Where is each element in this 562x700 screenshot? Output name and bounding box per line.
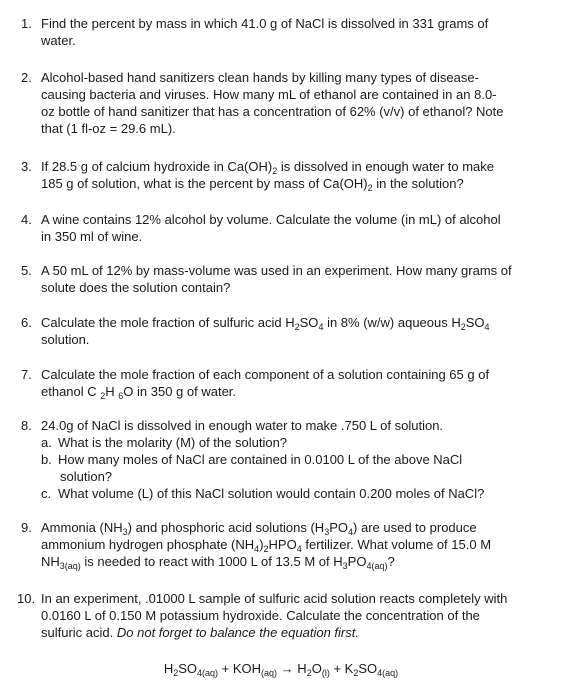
sub-questions — [41, 434, 546, 502]
text-line: ethanol C $_2$H $_6$O in 350 g of water. — [41, 384, 237, 401]
text-line: If 28.5 g of calcium hydroxide in $Ca(OH)_2$ is dissolved in enough water to make — [41, 159, 495, 176]
text-line: ammonium hydrogen phosphate $(NH_4)_2HPO_4$ fertilizer. What volume of 15.0 M — [41, 537, 492, 554]
question-number: 1. — [21, 16, 32, 31]
question-number: 6. — [21, 315, 32, 330]
question-number: 4. — [21, 212, 32, 227]
text-line: Alcohol-based hand sanitizers clean hands by killing many types of disease- — [41, 70, 479, 85]
question-number: 3. — [21, 159, 32, 174]
text-line: 24.0g of NaCl is dissolved in enough water to make .750 L of solution. — [41, 418, 444, 433]
text-line: in 350 ml of wine. — [41, 229, 143, 244]
question-text — [41, 366, 546, 400]
sub-question-b: b. How many moles of NaCl are contained in 0.0100 L of the above NaCl solution? — [41, 452, 463, 484]
text-line: In an experiment, .01000 L sample of sulfuric acid solution reacts completely with — [41, 591, 508, 606]
sub-question-c: c. What volume (L) of this NaCl solution would contain 0.200 moles of NaCl? — [41, 486, 485, 501]
question-number: 9. — [21, 520, 32, 535]
question-number: 7. — [21, 367, 32, 382]
question-text — [41, 417, 546, 434]
instruction-italic: Do not forget to balance the equation first. — [116, 625, 359, 640]
text-line: solution. — [41, 332, 90, 347]
question-text — [41, 262, 546, 296]
question-number: 10. — [17, 591, 36, 606]
text-line: Ammonia $(NH_3)$ and phosphoric acid solutions $(H_3PO_4)$ are used to produce — [41, 520, 477, 537]
text-line: solute does the solution contain? — [41, 280, 231, 295]
text-line: water. — [41, 33, 76, 48]
question-text — [41, 158, 546, 192]
text-line: oz bottle of hand sanitizer that has a concentration of 62% (v/v) of ethanol? Note — [41, 104, 504, 119]
text-line: A wine contains 12% alcohol by volume. Calculate the volume (in mL) of alcohol — [41, 212, 501, 227]
text-line: 185 g of solution, what is the percent by mass of $Ca(OH)_2$ in the solution? — [41, 176, 464, 193]
question-number: 8. — [21, 418, 32, 433]
question-text — [41, 519, 546, 570]
question-text — [41, 69, 546, 137]
question-number: 2. — [21, 70, 32, 85]
text-line: 0.0160 L of 0.150 M potassium hydroxide. Calculate the concentration of the — [41, 608, 480, 623]
text-line: A 50 mL of 12% by mass-volume was used in an experiment. How many grams of — [41, 263, 512, 278]
chemical-equation: $H_2SO_{4(aq)} + KOH_{(aq)} \to H_2O_{(l)} + K_2SO_{4(aq)}$ — [163, 661, 399, 678]
text-line: Calculate the mole fraction of each component of a solution containing 65 g of — [41, 367, 490, 382]
question-text — [41, 314, 546, 348]
text-line: Find the percent by mass in which 41.0 g of NaCl is dissolved in 331 grams of — [41, 16, 489, 31]
text-line: Calculate the mole fraction of sulfuric acid $H_2SO_4$ in 8% (w/w) aqueous $H_2SO_4$ — [41, 315, 490, 332]
question-text — [41, 211, 546, 245]
sub-question-a: a. What is the molarity (M) of the solution? — [41, 435, 288, 450]
question-number: 5. — [21, 263, 32, 278]
text-line: that (1 fl-oz = 29.6 mL). — [41, 121, 176, 136]
text-line: causing bacteria and viruses. How many mL of ethanol are contained in an 8.0- — [41, 87, 497, 102]
question-text — [41, 590, 546, 641]
text-line: $NH_{3(aq)}$ is needed to react with 1000 L of 13.5 M of $H_3PO_{4(aq)}$? — [41, 554, 395, 571]
text-line: sulfuric acid. Do not forget to balance the equation first. — [41, 625, 359, 640]
question-text — [41, 15, 546, 49]
